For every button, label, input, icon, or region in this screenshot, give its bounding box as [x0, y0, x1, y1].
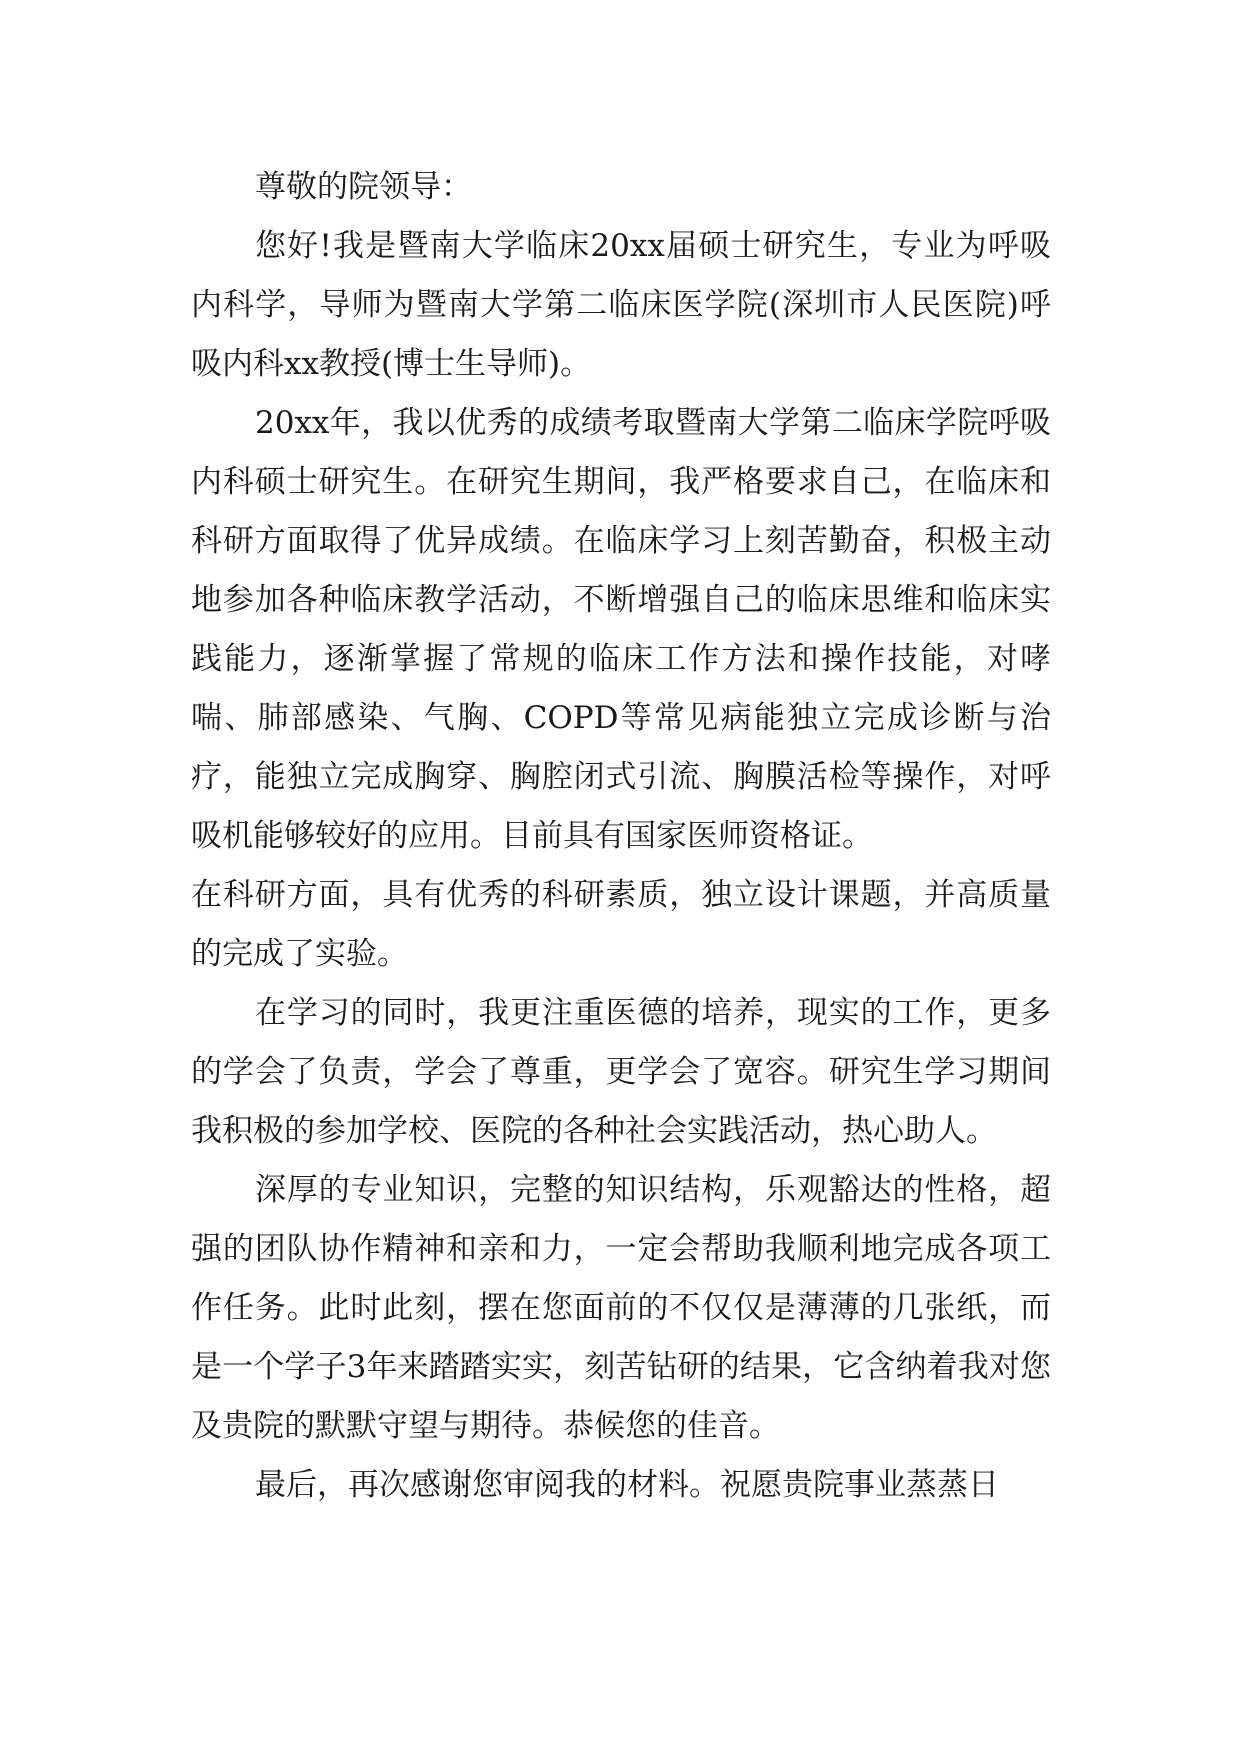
paragraph-ethics: 在学习的同时，我更注重医德的培养，现实的工作，更多的学会了负责，学会了尊重，更学会了宽容。研究生学习期间我积极的参加学校、医院的各种社会实践活动，热心助人。: [191, 995, 1051, 1149]
paragraph-clinical-experience: 20xx年，我以优秀的成绩考取暨南大学第二临床学院呼吸内科硕士研究生。在研究生期间，我严格要求自己，在临床和科研方面取得了优异成绩。在临床学习上刻苦勤奋，积极主动地参加各种临床教学活动，不断增强自己的临床思维和临床实践能力，逐渐掌握了常规的临床工作方法和操作技能，对哮喘、肺部感染、气胸、COPD等常见病能独立完成诊断与治疗，能独立完成胸穿、胸腔闭式引流、胸膜活检等操作，对呼吸机能够较好的应用。目前具有国家医师资格证。: [191, 405, 1051, 854]
paragraph-introduction: 您好!我是暨南大学临床20xx届硕士研究生，专业为呼吸内科学，导师为暨南大学第二临床医学院(深圳市人民医院)呼吸内科xx教授(博士生导师)。: [191, 228, 1051, 382]
paragraph-research: 在科研方面，具有优秀的科研素质，独立设计课题，并高质量的完成了实验。: [191, 877, 1051, 972]
paragraph-qualities: 深厚的专业知识，完整的知识结构，乐观豁达的性格，超强的团队协作精神和亲和力，一定会帮助我顺利地完成各项工作任务。此时此刻，摆在您面前的不仅仅是薄薄的几张纸，而是一个学子3年来踏踏实实，刻苦钻研的结果，它含纳着我对您及贵院的默默守望与期待。恭候您的佳音。: [191, 1172, 1051, 1444]
letter-body: [191, 158, 1051, 1515]
paragraph-closing: 最后，再次感谢您审阅我的材料。祝愿贵院事业蒸蒸日: [255, 1467, 999, 1503]
salutation: 尊敬的院领导：: [255, 169, 472, 205]
